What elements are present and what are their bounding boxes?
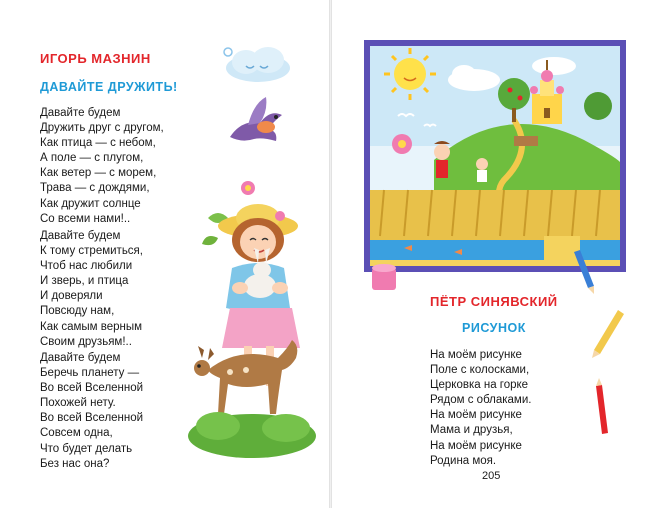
poem-stanza: Давайте будем Беречь планету — Во всей Вселенной Похожей нету. Во всей Вселенной Совсем одна, Что будет делать Без нас она? [40, 352, 144, 470]
red-pencil-illustration [590, 376, 614, 442]
right-page [332, 0, 661, 508]
poem-stanza: Давайте будем Дружить друг с другом, Как птица — с небом, А поле — с плугом, Как ветер — с морем, Трава — с дождями, Как дружит солнце Со всеми нами!.. [40, 107, 164, 225]
page-number: 205 [482, 470, 501, 482]
left-page [0, 0, 329, 508]
landscape-illustration [364, 40, 626, 272]
poem-title: РИСУНОК [462, 321, 526, 335]
author-name: ПЁТР СИНЯВСКИЙ [430, 294, 558, 309]
blue-pencil-illustration [570, 248, 600, 296]
paint-jar-illustration [370, 262, 398, 292]
cloud-illustration [218, 40, 298, 90]
poem-title: ДАВАЙТЕ ДРУЖИТЬ! [40, 80, 178, 94]
poem-stanza: Давайте будем К тому стремиться, Чтоб нас любили И зверь, и птица И доверяли Повсюду нам, Как самым верным Своим друзьям!.. [40, 230, 143, 348]
author-name: ИГОРЬ МАЗНИН [40, 51, 151, 66]
girl-fawn-illustration [188, 178, 316, 460]
yellow-pencil-illustration [584, 306, 624, 360]
poem-stanza: На моём рисунке Поле с колосками, Церковка на горке Рядом с облаками. На моём рисунке Мама и друзья, На моём рисунке Родина моя. [430, 349, 532, 467]
bird-illustration [220, 95, 290, 155]
